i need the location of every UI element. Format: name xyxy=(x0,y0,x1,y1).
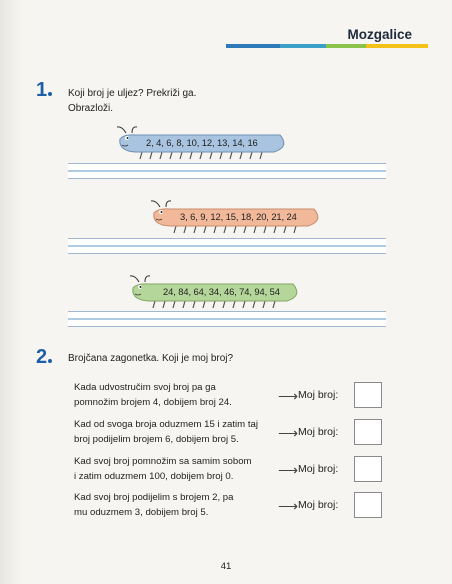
riddle-row-1 xyxy=(74,380,394,412)
answer-label: Moj broj: xyxy=(298,389,339,401)
answer-line-3[interactable] xyxy=(68,311,386,327)
arrow-right-icon: ⟶ xyxy=(278,462,299,478)
arrow-right-icon: ⟶ xyxy=(278,498,299,514)
header-stripe-cyan xyxy=(280,44,326,48)
answer-line-2[interactable] xyxy=(68,238,386,254)
header-stripe-blue xyxy=(226,44,280,48)
arrow-right-icon: ⟶ xyxy=(278,425,299,441)
riddle-row-2 xyxy=(74,417,394,449)
caterpillar-3 xyxy=(125,274,305,312)
answer-box[interactable] xyxy=(354,382,382,408)
page-spine-shadow xyxy=(0,0,22,584)
caterpillar-1-sequence: 2, 4, 6, 8, 10, 12, 13, 14, 16 xyxy=(146,137,258,148)
answer-label: Moj broj: xyxy=(298,426,339,438)
riddle-row-3 xyxy=(74,454,394,486)
task-2-question: Brojčana zagonetka. Koji je moj broj? xyxy=(68,353,234,364)
arrow-right-icon: ⟶ xyxy=(278,388,299,404)
riddle-text: Kad svoj broj pomnožim sa samim sobom i zatim oduzmem 100, dobijem broj 0. xyxy=(74,456,252,482)
task-2-number: 2 xyxy=(36,346,52,369)
header-stripe-green xyxy=(326,44,366,48)
answer-box[interactable] xyxy=(354,456,382,482)
riddle-text: Kada udvostručim svoj broj pa ga pomnožim brojem 4, dobijem broj 24. xyxy=(74,382,232,408)
answer-label: Moj broj: xyxy=(298,499,339,511)
page-title: Mozgalice xyxy=(347,27,412,42)
caterpillar-3-sequence: 24, 84, 64, 34, 46, 74, 94, 54 xyxy=(163,286,280,297)
riddle-text: Kad od svoga broja oduzmem 15 i zatim taj broj podijelim brojem 6, dobijem broj 5. xyxy=(74,419,258,445)
page-number: 41 xyxy=(220,561,232,572)
task-1-question: Koji broj je uljez? Prekriži ga. Obrazloži. xyxy=(68,88,197,114)
caterpillar-1 xyxy=(112,125,292,163)
task-1-number: 1 xyxy=(36,79,52,102)
riddle-row-4 xyxy=(74,490,394,522)
answer-box[interactable] xyxy=(354,492,382,518)
header-stripe-yellow xyxy=(366,44,428,48)
caterpillar-2 xyxy=(146,199,326,237)
riddle-text: Kad svoj broj podijelim s brojem 2, pa mu oduzmem 3, dobijem broj 5. xyxy=(74,492,234,518)
answer-line-1[interactable] xyxy=(68,163,386,179)
answer-box[interactable] xyxy=(354,419,382,445)
answer-label: Moj broj: xyxy=(298,463,339,475)
caterpillar-2-sequence: 3, 6, 9, 12, 15, 18, 20, 21, 24 xyxy=(180,211,297,222)
